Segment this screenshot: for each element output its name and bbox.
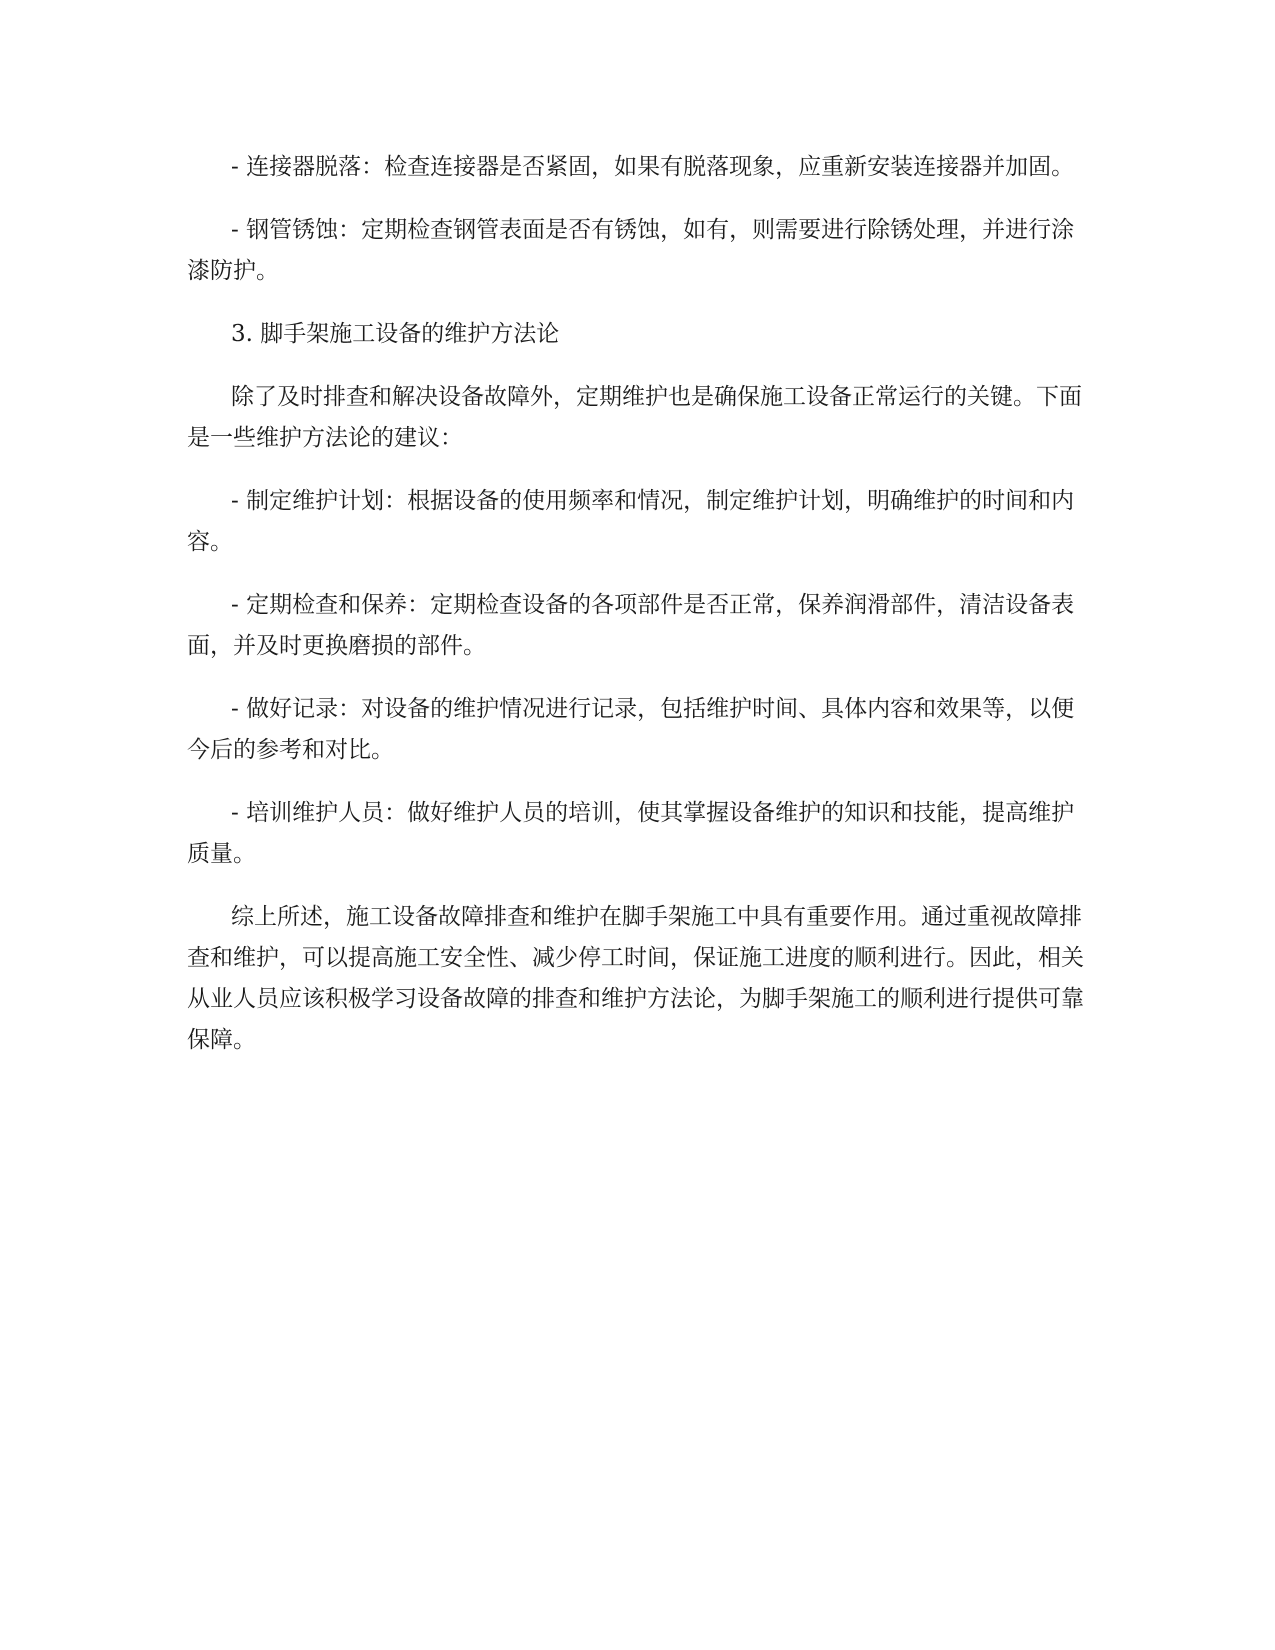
paragraph-steel-pipe-corrosion: - 钢管锈蚀：定期检查钢管表面是否有锈蚀，如有，则需要进行除锈处理，并进行涂漆防护。 [187,217,1075,284]
paragraph-maintenance-plan: - 制定维护计划：根据设备的使用频率和情况，制定维护计划，明确维护的时间和内容。 [187,488,1075,555]
document-body [187,147,1087,1083]
section-heading-maintenance-methodology: 3. 脚手架施工设备的维护方法论 [231,321,560,347]
paragraph-record-keeping: - 做好记录：对设备的维护情况进行记录，包括维护时间、具体内容和效果等，以便今后的参考和对比。 [187,696,1075,763]
paragraph-connector-detachment: - 连接器脱落：检查连接器是否紧固，如果有脱落现象，应重新安装连接器并加固。 [231,154,1075,180]
paragraph-inspection-upkeep: - 定期检查和保养：定期检查设备的各项部件是否正常，保养润滑部件，清洁设备表面，并及时更换磨损的部件。 [187,592,1075,659]
paragraph-conclusion: 综上所述，施工设备故障排查和维护在脚手架施工中具有重要作用。通过重视故障排查和维护，可以提高施工安全性、减少停工时间，保证施工进度的顺利进行。因此，相关从业人员应该积极学习设备故障的排查和维护方法论，为脚手架施工的顺利进行提供可靠保障。 [187,904,1084,1053]
paragraph-maintenance-intro: 除了及时排查和解决设备故障外，定期维护也是确保施工设备正常运行的关键。下面是一些维护方法论的建议： [187,384,1082,451]
paragraph-staff-training: - 培训维护人员：做好维护人员的培训，使其掌握设备维护的知识和技能，提高维护质量。 [187,800,1075,867]
